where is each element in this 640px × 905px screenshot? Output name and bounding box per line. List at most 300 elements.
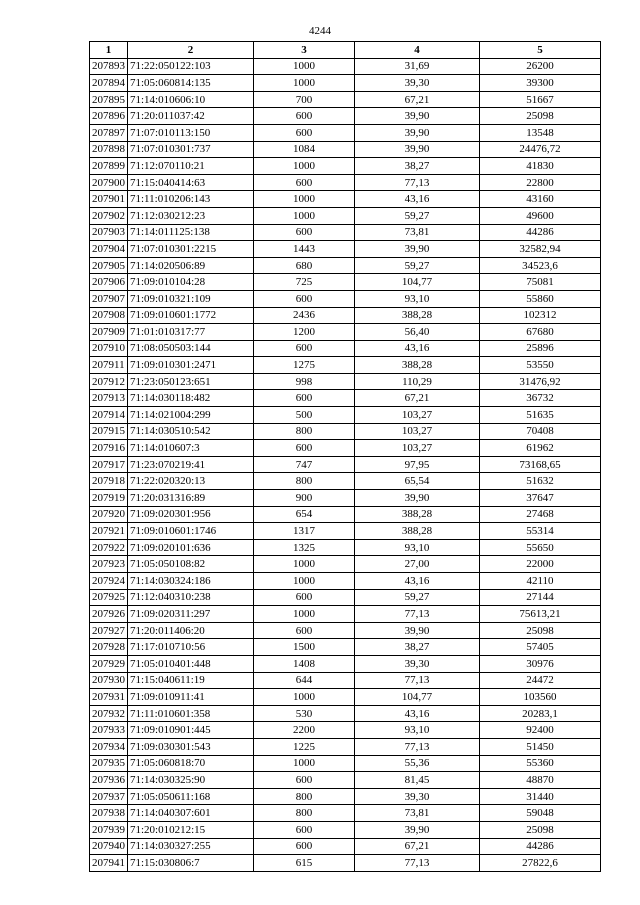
cell-rate: 43,16 bbox=[355, 705, 480, 722]
cell-cadastral-number: 71:09:010104:28 bbox=[128, 274, 254, 291]
cell-id: 207938 bbox=[90, 805, 128, 822]
cell-cadastral-number: 71:15:040414:63 bbox=[128, 174, 254, 191]
cell-area: 800 bbox=[254, 423, 355, 440]
cell-rate: 73,81 bbox=[355, 805, 480, 822]
cell-value: 42110 bbox=[480, 573, 601, 590]
cell-rate: 39,30 bbox=[355, 655, 480, 672]
table-row bbox=[90, 191, 601, 208]
cell-id: 207904 bbox=[90, 241, 128, 258]
cell-id: 207913 bbox=[90, 390, 128, 407]
column-header-5: 5 bbox=[480, 42, 601, 59]
cell-id: 207922 bbox=[90, 539, 128, 556]
cell-cadastral-number: 71:05:060818:70 bbox=[128, 755, 254, 772]
cell-rate: 77,13 bbox=[355, 174, 480, 191]
cell-rate: 39,30 bbox=[355, 75, 480, 92]
cell-cadastral-number: 71:14:010606:10 bbox=[128, 91, 254, 108]
cell-value: 31476,92 bbox=[480, 373, 601, 390]
cell-id: 207928 bbox=[90, 639, 128, 656]
cell-cadastral-number: 71:09:010601:1746 bbox=[128, 523, 254, 540]
table-row bbox=[90, 75, 601, 92]
cell-value: 41830 bbox=[480, 158, 601, 175]
cell-value: 51667 bbox=[480, 91, 601, 108]
cell-id: 207941 bbox=[90, 855, 128, 872]
cell-rate: 39,30 bbox=[355, 788, 480, 805]
cell-cadastral-number: 71:01:010317:77 bbox=[128, 324, 254, 341]
cell-id: 207916 bbox=[90, 440, 128, 457]
cell-area: 600 bbox=[254, 440, 355, 457]
cell-id: 207895 bbox=[90, 91, 128, 108]
cell-value: 20283,1 bbox=[480, 705, 601, 722]
cell-id: 207908 bbox=[90, 307, 128, 324]
cell-rate: 59,27 bbox=[355, 257, 480, 274]
table-row bbox=[90, 274, 601, 291]
cell-rate: 73,81 bbox=[355, 224, 480, 241]
cell-value: 24476,72 bbox=[480, 141, 601, 158]
cell-value: 25098 bbox=[480, 108, 601, 125]
cell-id: 207923 bbox=[90, 556, 128, 573]
cell-value: 55360 bbox=[480, 755, 601, 772]
cell-rate: 67,21 bbox=[355, 91, 480, 108]
cell-area: 1408 bbox=[254, 655, 355, 672]
cell-area: 600 bbox=[254, 589, 355, 606]
cell-rate: 93,10 bbox=[355, 722, 480, 739]
table-row bbox=[90, 821, 601, 838]
column-header-3: 3 bbox=[254, 42, 355, 59]
cell-value: 25896 bbox=[480, 340, 601, 357]
cell-rate: 388,28 bbox=[355, 506, 480, 523]
cell-area: 1000 bbox=[254, 573, 355, 590]
cell-area: 1275 bbox=[254, 357, 355, 374]
cell-area: 600 bbox=[254, 390, 355, 407]
cell-cadastral-number: 71:07:010301:2215 bbox=[128, 241, 254, 258]
cell-area: 800 bbox=[254, 473, 355, 490]
cell-id: 207939 bbox=[90, 821, 128, 838]
cell-area: 644 bbox=[254, 672, 355, 689]
cell-value: 27468 bbox=[480, 506, 601, 523]
cell-area: 725 bbox=[254, 274, 355, 291]
table-row bbox=[90, 58, 601, 75]
cell-value: 61962 bbox=[480, 440, 601, 457]
table-body bbox=[90, 58, 601, 871]
cell-cadastral-number: 71:09:020301:956 bbox=[128, 506, 254, 523]
cell-value: 37647 bbox=[480, 490, 601, 507]
table-row bbox=[90, 141, 601, 158]
cell-rate: 388,28 bbox=[355, 357, 480, 374]
cell-value: 34523,6 bbox=[480, 257, 601, 274]
page-number: 4244 bbox=[309, 25, 331, 37]
cell-id: 207924 bbox=[90, 573, 128, 590]
cell-cadastral-number: 71:14:010607:3 bbox=[128, 440, 254, 457]
cell-value: 49600 bbox=[480, 207, 601, 224]
cell-id: 207915 bbox=[90, 423, 128, 440]
cell-rate: 31,69 bbox=[355, 58, 480, 75]
cell-rate: 388,28 bbox=[355, 307, 480, 324]
cell-id: 207905 bbox=[90, 257, 128, 274]
data-table bbox=[89, 41, 601, 872]
cell-value: 27144 bbox=[480, 589, 601, 606]
table-row bbox=[90, 241, 601, 258]
cell-id: 207930 bbox=[90, 672, 128, 689]
cell-cadastral-number: 71:07:010113:150 bbox=[128, 124, 254, 141]
cell-value: 25098 bbox=[480, 821, 601, 838]
cell-rate: 77,13 bbox=[355, 855, 480, 872]
cell-area: 600 bbox=[254, 124, 355, 141]
cell-id: 207901 bbox=[90, 191, 128, 208]
cell-rate: 43,16 bbox=[355, 191, 480, 208]
cell-cadastral-number: 71:20:011406:20 bbox=[128, 622, 254, 639]
cell-cadastral-number: 71:14:020506:89 bbox=[128, 257, 254, 274]
cell-id: 207931 bbox=[90, 689, 128, 706]
cell-id: 207911 bbox=[90, 357, 128, 374]
cell-cadastral-number: 71:17:010710:56 bbox=[128, 639, 254, 656]
table-row bbox=[90, 440, 601, 457]
cell-rate: 38,27 bbox=[355, 639, 480, 656]
table-row bbox=[90, 124, 601, 141]
table-row bbox=[90, 506, 601, 523]
cell-area: 1500 bbox=[254, 639, 355, 656]
cell-rate: 56,40 bbox=[355, 324, 480, 341]
cell-cadastral-number: 71:07:010301:737 bbox=[128, 141, 254, 158]
cell-area: 2200 bbox=[254, 722, 355, 739]
table-row bbox=[90, 324, 601, 341]
cell-rate: 59,27 bbox=[355, 589, 480, 606]
cell-id: 207917 bbox=[90, 456, 128, 473]
cell-id: 207936 bbox=[90, 772, 128, 789]
cell-rate: 39,90 bbox=[355, 124, 480, 141]
cell-cadastral-number: 71:22:020320:13 bbox=[128, 473, 254, 490]
cell-id: 207896 bbox=[90, 108, 128, 125]
cell-rate: 103,27 bbox=[355, 407, 480, 424]
cell-area: 530 bbox=[254, 705, 355, 722]
cell-value: 73168,65 bbox=[480, 456, 601, 473]
cell-value: 75613,21 bbox=[480, 606, 601, 623]
table-row bbox=[90, 357, 601, 374]
cell-value: 103560 bbox=[480, 689, 601, 706]
column-header-4: 4 bbox=[355, 42, 480, 59]
cell-area: 1000 bbox=[254, 556, 355, 573]
cell-id: 207909 bbox=[90, 324, 128, 341]
cell-cadastral-number: 71:12:030212:23 bbox=[128, 207, 254, 224]
cell-id: 207894 bbox=[90, 75, 128, 92]
cell-cadastral-number: 71:11:010601:358 bbox=[128, 705, 254, 722]
cell-cadastral-number: 71:14:021004:299 bbox=[128, 407, 254, 424]
table-row bbox=[90, 373, 601, 390]
cell-rate: 39,90 bbox=[355, 622, 480, 639]
cell-area: 600 bbox=[254, 174, 355, 191]
table-row bbox=[90, 722, 601, 739]
cell-cadastral-number: 71:14:030327:255 bbox=[128, 838, 254, 855]
cell-rate: 77,13 bbox=[355, 738, 480, 755]
cell-id: 207934 bbox=[90, 738, 128, 755]
column-header-2: 2 bbox=[128, 42, 254, 59]
table-row bbox=[90, 257, 601, 274]
cell-cadastral-number: 71:12:070110:21 bbox=[128, 158, 254, 175]
cell-value: 75081 bbox=[480, 274, 601, 291]
cell-value: 36732 bbox=[480, 390, 601, 407]
cell-id: 207940 bbox=[90, 838, 128, 855]
cell-rate: 104,77 bbox=[355, 689, 480, 706]
table-row bbox=[90, 158, 601, 175]
cell-area: 900 bbox=[254, 490, 355, 507]
table-row bbox=[90, 539, 601, 556]
cell-id: 207903 bbox=[90, 224, 128, 241]
cell-id: 207927 bbox=[90, 622, 128, 639]
cell-area: 654 bbox=[254, 506, 355, 523]
table-row bbox=[90, 207, 601, 224]
cell-cadastral-number: 71:12:040310:238 bbox=[128, 589, 254, 606]
cell-rate: 97,95 bbox=[355, 456, 480, 473]
table-row bbox=[90, 390, 601, 407]
table-row bbox=[90, 456, 601, 473]
cell-area: 1000 bbox=[254, 755, 355, 772]
cell-rate: 43,16 bbox=[355, 340, 480, 357]
table-row bbox=[90, 738, 601, 755]
cell-cadastral-number: 71:09:030301:543 bbox=[128, 738, 254, 755]
cell-id: 207906 bbox=[90, 274, 128, 291]
cell-id: 207902 bbox=[90, 207, 128, 224]
cell-area: 1000 bbox=[254, 689, 355, 706]
cell-area: 1000 bbox=[254, 75, 355, 92]
cell-rate: 77,13 bbox=[355, 672, 480, 689]
cell-id: 207935 bbox=[90, 755, 128, 772]
cell-rate: 388,28 bbox=[355, 523, 480, 540]
cell-value: 30976 bbox=[480, 655, 601, 672]
cell-value: 44286 bbox=[480, 838, 601, 855]
cell-area: 600 bbox=[254, 622, 355, 639]
table-row bbox=[90, 340, 601, 357]
cell-value: 32582,94 bbox=[480, 241, 601, 258]
table-row bbox=[90, 772, 601, 789]
cell-area: 1200 bbox=[254, 324, 355, 341]
cell-value: 67680 bbox=[480, 324, 601, 341]
cell-value: 39300 bbox=[480, 75, 601, 92]
cell-cadastral-number: 71:23:050123:651 bbox=[128, 373, 254, 390]
cell-cadastral-number: 71:09:010901:445 bbox=[128, 722, 254, 739]
cell-value: 27822,6 bbox=[480, 855, 601, 872]
cell-area: 1000 bbox=[254, 191, 355, 208]
cell-cadastral-number: 71:14:011125:138 bbox=[128, 224, 254, 241]
cell-id: 207893 bbox=[90, 58, 128, 75]
cell-value: 55860 bbox=[480, 290, 601, 307]
cell-area: 2436 bbox=[254, 307, 355, 324]
table-row bbox=[90, 224, 601, 241]
cell-rate: 38,27 bbox=[355, 158, 480, 175]
cell-area: 1084 bbox=[254, 141, 355, 158]
cell-cadastral-number: 71:14:030324:186 bbox=[128, 573, 254, 590]
cell-rate: 81,45 bbox=[355, 772, 480, 789]
cell-area: 600 bbox=[254, 772, 355, 789]
cell-value: 25098 bbox=[480, 622, 601, 639]
cell-value: 13548 bbox=[480, 124, 601, 141]
cell-rate: 67,21 bbox=[355, 390, 480, 407]
cell-rate: 27,00 bbox=[355, 556, 480, 573]
cell-id: 207937 bbox=[90, 788, 128, 805]
cell-id: 207910 bbox=[90, 340, 128, 357]
cell-value: 44286 bbox=[480, 224, 601, 241]
cell-value: 55314 bbox=[480, 523, 601, 540]
cell-rate: 39,90 bbox=[355, 821, 480, 838]
cell-area: 600 bbox=[254, 821, 355, 838]
cell-area: 998 bbox=[254, 373, 355, 390]
cell-cadastral-number: 71:22:050122:103 bbox=[128, 58, 254, 75]
cell-value: 57405 bbox=[480, 639, 601, 656]
table-row bbox=[90, 490, 601, 507]
cell-rate: 55,36 bbox=[355, 755, 480, 772]
cell-value: 53550 bbox=[480, 357, 601, 374]
cell-value: 70408 bbox=[480, 423, 601, 440]
table-row bbox=[90, 589, 601, 606]
cell-value: 51450 bbox=[480, 738, 601, 755]
cell-area: 800 bbox=[254, 805, 355, 822]
table-row bbox=[90, 523, 601, 540]
cell-area: 680 bbox=[254, 257, 355, 274]
cell-id: 207897 bbox=[90, 124, 128, 141]
cell-id: 207920 bbox=[90, 506, 128, 523]
table-row bbox=[90, 705, 601, 722]
table-row bbox=[90, 91, 601, 108]
table-row bbox=[90, 407, 601, 424]
table-row bbox=[90, 855, 601, 872]
cell-value: 59048 bbox=[480, 805, 601, 822]
table-row bbox=[90, 838, 601, 855]
cell-cadastral-number: 71:11:010206:143 bbox=[128, 191, 254, 208]
cell-cadastral-number: 71:14:030510:542 bbox=[128, 423, 254, 440]
cell-cadastral-number: 71:09:010321:109 bbox=[128, 290, 254, 307]
cell-rate: 59,27 bbox=[355, 207, 480, 224]
cell-value: 26200 bbox=[480, 58, 601, 75]
cell-value: 51635 bbox=[480, 407, 601, 424]
cell-id: 207912 bbox=[90, 373, 128, 390]
table-row bbox=[90, 622, 601, 639]
cell-area: 600 bbox=[254, 340, 355, 357]
cell-id: 207900 bbox=[90, 174, 128, 191]
table-row bbox=[90, 639, 601, 656]
table-row bbox=[90, 672, 601, 689]
table-row bbox=[90, 805, 601, 822]
cell-rate: 104,77 bbox=[355, 274, 480, 291]
cell-cadastral-number: 71:15:040611:19 bbox=[128, 672, 254, 689]
column-header-1: 1 bbox=[90, 42, 128, 59]
cell-rate: 65,54 bbox=[355, 473, 480, 490]
table-row bbox=[90, 606, 601, 623]
cell-cadastral-number: 71:20:031316:89 bbox=[128, 490, 254, 507]
cell-cadastral-number: 71:09:020311:297 bbox=[128, 606, 254, 623]
cell-id: 207921 bbox=[90, 523, 128, 540]
cell-area: 615 bbox=[254, 855, 355, 872]
cell-cadastral-number: 71:09:010301:2471 bbox=[128, 357, 254, 374]
table-row bbox=[90, 689, 601, 706]
cell-area: 600 bbox=[254, 224, 355, 241]
cell-id: 207925 bbox=[90, 589, 128, 606]
cell-area: 500 bbox=[254, 407, 355, 424]
cell-area: 1000 bbox=[254, 606, 355, 623]
cell-cadastral-number: 71:09:010911:41 bbox=[128, 689, 254, 706]
cell-value: 92400 bbox=[480, 722, 601, 739]
cell-area: 747 bbox=[254, 456, 355, 473]
cell-value: 22800 bbox=[480, 174, 601, 191]
cell-area: 1000 bbox=[254, 207, 355, 224]
cell-value: 48870 bbox=[480, 772, 601, 789]
cell-area: 1000 bbox=[254, 58, 355, 75]
table-row bbox=[90, 788, 601, 805]
cell-rate: 93,10 bbox=[355, 539, 480, 556]
cell-area: 600 bbox=[254, 290, 355, 307]
cell-rate: 67,21 bbox=[355, 838, 480, 855]
cell-rate: 93,10 bbox=[355, 290, 480, 307]
cell-cadastral-number: 71:08:050503:144 bbox=[128, 340, 254, 357]
cell-id: 207926 bbox=[90, 606, 128, 623]
cell-rate: 77,13 bbox=[355, 606, 480, 623]
cell-rate: 39,90 bbox=[355, 490, 480, 507]
cell-cadastral-number: 71:14:040307:601 bbox=[128, 805, 254, 822]
cell-cadastral-number: 71:05:060814:135 bbox=[128, 75, 254, 92]
cell-id: 207933 bbox=[90, 722, 128, 739]
cell-area: 1317 bbox=[254, 523, 355, 540]
cell-rate: 39,90 bbox=[355, 141, 480, 158]
header-row bbox=[90, 42, 601, 59]
cell-value: 43160 bbox=[480, 191, 601, 208]
cell-id: 207919 bbox=[90, 490, 128, 507]
cell-value: 22000 bbox=[480, 556, 601, 573]
cell-rate: 39,90 bbox=[355, 241, 480, 258]
cell-id: 207899 bbox=[90, 158, 128, 175]
cell-id: 207918 bbox=[90, 473, 128, 490]
cell-area: 1325 bbox=[254, 539, 355, 556]
table-row bbox=[90, 108, 601, 125]
table-row bbox=[90, 290, 601, 307]
cell-value: 55650 bbox=[480, 539, 601, 556]
cell-rate: 103,27 bbox=[355, 423, 480, 440]
cell-area: 600 bbox=[254, 838, 355, 855]
cell-value: 102312 bbox=[480, 307, 601, 324]
cell-rate: 43,16 bbox=[355, 573, 480, 590]
table-row bbox=[90, 655, 601, 672]
table-row bbox=[90, 573, 601, 590]
cell-value: 24472 bbox=[480, 672, 601, 689]
cell-cadastral-number: 71:09:020101:636 bbox=[128, 539, 254, 556]
table-row bbox=[90, 473, 601, 490]
cell-rate: 103,27 bbox=[355, 440, 480, 457]
cell-cadastral-number: 71:05:050108:82 bbox=[128, 556, 254, 573]
cell-id: 207929 bbox=[90, 655, 128, 672]
cell-cadastral-number: 71:05:050611:168 bbox=[128, 788, 254, 805]
cell-id: 207898 bbox=[90, 141, 128, 158]
cell-cadastral-number: 71:20:010212:15 bbox=[128, 821, 254, 838]
cell-cadastral-number: 71:14:030325:90 bbox=[128, 772, 254, 789]
cell-id: 207914 bbox=[90, 407, 128, 424]
cell-cadastral-number: 71:15:030806:7 bbox=[128, 855, 254, 872]
cell-area: 1443 bbox=[254, 241, 355, 258]
cell-cadastral-number: 71:23:070219:41 bbox=[128, 456, 254, 473]
cell-rate: 39,90 bbox=[355, 108, 480, 125]
cell-id: 207932 bbox=[90, 705, 128, 722]
cell-id: 207907 bbox=[90, 290, 128, 307]
cell-area: 700 bbox=[254, 91, 355, 108]
cell-area: 1000 bbox=[254, 158, 355, 175]
cell-area: 600 bbox=[254, 108, 355, 125]
cell-cadastral-number: 71:20:011037:42 bbox=[128, 108, 254, 125]
table-row bbox=[90, 556, 601, 573]
cell-area: 800 bbox=[254, 788, 355, 805]
table-row bbox=[90, 755, 601, 772]
cell-area: 1225 bbox=[254, 738, 355, 755]
table-row bbox=[90, 307, 601, 324]
cell-cadastral-number: 71:09:010601:1772 bbox=[128, 307, 254, 324]
cell-value: 31440 bbox=[480, 788, 601, 805]
table-row bbox=[90, 174, 601, 191]
table-row bbox=[90, 423, 601, 440]
cell-rate: 110,29 bbox=[355, 373, 480, 390]
